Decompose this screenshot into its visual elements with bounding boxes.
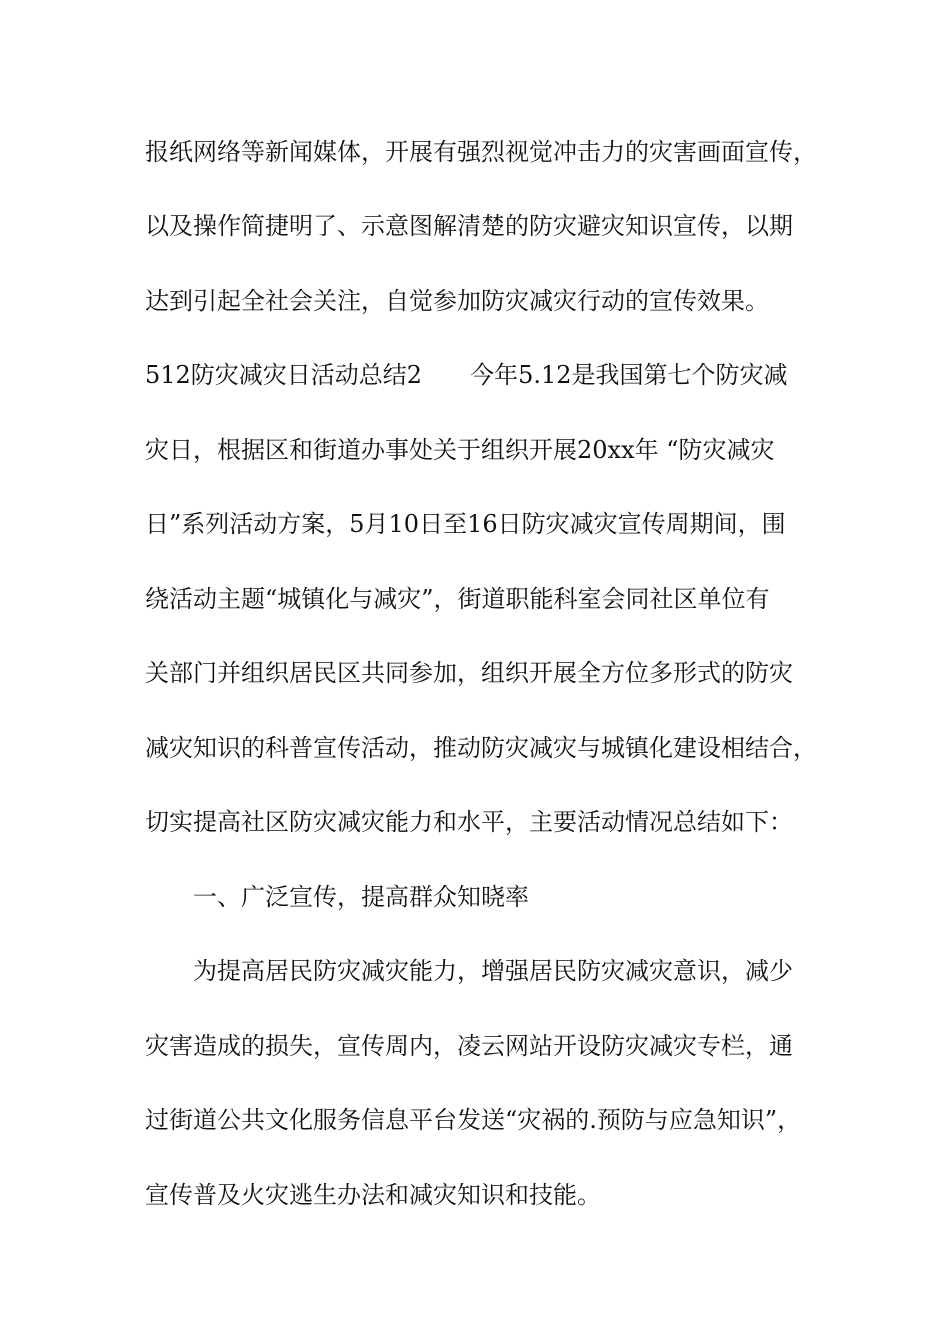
text-line: 关部门并组织居民区共同参加，组织开展全方位多形式的防灾 <box>145 659 793 687</box>
section-heading-line: 512防灾减灾日活动总结2 今年5.12是我国第七个防灾减 <box>145 361 788 389</box>
subsection-heading: 一、广泛宣传，提高群众知晓率 <box>193 883 529 911</box>
text-line: 日”系列活动方案，5月10日至16日防灾减灾宣传周期间，围 <box>145 510 786 538</box>
text-line: 报纸网络等新闻媒体，开展有强烈视觉冲击力的灾害画面宣传， <box>145 138 817 166</box>
paragraph-first-line: 为提高居民防灾减灾能力，增强居民防灾减灾意识，减少 <box>193 957 793 985</box>
text-line: 过街道公共文化服务信息平台发送“灾祸的.预防与应急知识”， <box>145 1106 802 1134</box>
text-line: 达到引起全社会关注，自觉参加防灾减灾行动的宣传效果。 <box>145 287 769 315</box>
text-line: 宣传普及火灾逃生办法和减灾知识和技能。 <box>145 1181 601 1209</box>
text-line: 灾日，根据区和街道办事处关于组织开展20xx年 “防灾减灾 <box>145 436 775 464</box>
text-line: 灾害造成的损失，宣传周内，凌云网站开设防灾减灾专栏，通 <box>145 1032 793 1060</box>
text-line: 切实提高社区防灾减灾能力和水平，主要活动情况总结如下： <box>145 808 793 836</box>
text-line: 以及操作简捷明了、示意图解清楚的防灾避灾知识宣传，以期 <box>145 212 793 240</box>
text-line: 绕活动主题“城镇化与减灾”，街道职能科室会同社区单位有 <box>145 585 770 613</box>
text-line: 减灾知识的科普宣传活动，推动防灾减灾与城镇化建设相结合， <box>145 734 817 762</box>
